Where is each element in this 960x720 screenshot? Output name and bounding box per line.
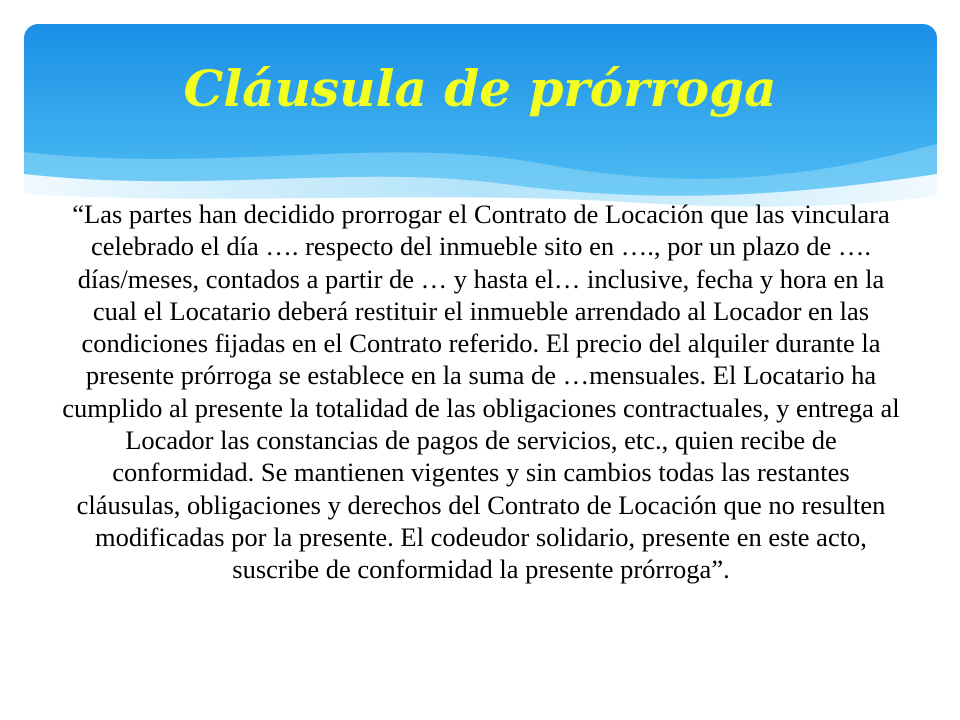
clause-body-text: “Las partes han decidido prorrogar el Contrato de Locación que las vinculara celebrado el día …. respecto del inmueble sito en …., por un plazo de …. días/meses, contados a partir de … y hasta el… inclusive, fecha y hora en la cual el Locatario deberá restituir el inmueble arrendado al Locador en las condiciones fijadas en el Contrato referido. El precio del alquiler durante la presente prórroga se establece en la suma de …mensuales. El Locatario ha cumplido al presente la totalidad de las obligaciones contractuales, y entrega al Locador las constancias de pagos de servicios, etc., quien recibe de conformidad. Se mantienen vigentes y sin cambios todas las restantes cláusulas, obligaciones y derechos del Contrato de Locación que no resulten modificadas por la presente. El codeudor solidario, presente en este acto, suscribe de conformidad la presente prórroga”. <box>62 199 900 585</box>
slide-title: Cláusula de prórroga <box>183 59 777 118</box>
header-banner <box>24 24 937 224</box>
wave-background <box>24 24 937 224</box>
